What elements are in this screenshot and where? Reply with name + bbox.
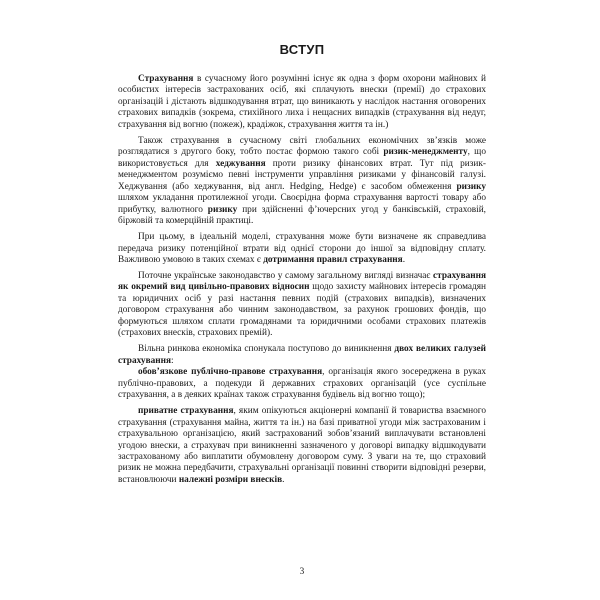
bold-term: належні розміри внесків (178, 474, 283, 485)
bold-term: ризик-менеджменту (383, 147, 468, 158)
page-number: 3 (299, 567, 305, 577)
body-text (118, 74, 486, 491)
bold-term: Страхування (138, 74, 194, 84)
text-run: Вільна ринкова економіка спонукала поступово до виникнення (138, 344, 395, 355)
text-run: , що використовується для (118, 147, 486, 169)
text-run: . (402, 254, 406, 265)
paragraph (118, 136, 486, 228)
paragraph (118, 232, 486, 266)
bold-term: хеджування (215, 158, 266, 169)
text-run: при здійсненні ф’ючерсних угод у банківській, страховій, біржовій та комерційній практиці. (118, 204, 487, 227)
paragraph (118, 367, 486, 401)
bold-term: ризику (207, 204, 238, 215)
text-run: , організація якого зосереджена в руках публічно-правових, а подекуди й державних страхових організацій (усе суспільне страхування, а в деяких країнах також страхування будівель від вогню тощо); (118, 367, 486, 401)
bold-term: приватне страхування (138, 406, 234, 417)
text-run: : (170, 355, 174, 366)
text-run: проти ризику фінансових втрат. Тут під ризик-менеджментом розуміємо певні інструменти управління ризиками у фінансовій галузі. Хеджування (або хеджування, від англ. Hedging, Hedge) є засобом обмеження (118, 158, 487, 192)
text-run: щодо захисту майнових інтересів громадян та юридичних осіб у разі настання певних подій (страхових випадків), визначених договором страхування або чинним законодавством, за рахунок грошових фондів, що формуються шляхом сплати громадянами та юридичними особами страхових платежів (страхових внесків, страхових премій). (118, 282, 487, 339)
text-run: . (282, 474, 285, 485)
text-run: При цьому, в ідеальній моделі, страхування може бути визначене як справедлива передача ризику потенційної втрати від однієї сторони до іншої за відповідну сплату. Важливою умовою в таких схемах є (118, 232, 486, 265)
paragraph (118, 74, 486, 131)
text-run: , яким опікуються акціонерні компанії й товариства взаємного страхування (страхування майна, життя та ін.) на базі приватної угоди між застрахованим і страхувальною організацією, який застрахований зобов’язаний виплачувати встановлені угодою внески, а страхувач при виникненні зазначеного у договорі випадку відшкодувати застрахованому або виплатити обумовлену договором суму. З уваги на те, що страховий ризик не можна передбачити, страхувальні організації повинні створити відповідні резерви, встановлюючи (118, 406, 486, 485)
paragraph (118, 344, 486, 367)
page-title: ВСТУП (279, 42, 325, 57)
document-page (118, 0, 486, 600)
text-run: в сучасному його розумінні існує як одна з форм охорони майнових й особистих інтересів застрахованих осіб, які сплачують внески (премії) до страхових організацій і дістають відшкодування втрат, що виникають у наслідок настання оговорених страхових випадків (зокрема, стихійного лиха і нещасних випадків (страхування від недуг, страхування від вогню (пожеж), крадіжок, страхування життя та ін.) (118, 74, 486, 130)
bold-term: страхування як окремий вид цивільно-правових відносин (118, 271, 486, 293)
paragraph (118, 271, 486, 340)
bold-term: ризику (456, 181, 486, 192)
text-run: шляхом укладання протилежної угоди. Своєрідна форма страхування вартості товару або прибутку, валютного (118, 193, 486, 215)
text-run: Також страхування в сучасному світі глобальних економічних зв’язків може розглядатися з другого боку, тобто постає формою такого собі (118, 135, 486, 158)
bold-term: обов’язкове публічно-правове страхування (138, 367, 323, 378)
paragraph (118, 406, 486, 486)
bold-term: дотримання правил страхування (263, 254, 403, 265)
bold-term: двох великих галузей страхування (118, 344, 487, 366)
text-run: Поточне українське законодавство у самому загальному вигляді визначає (138, 271, 434, 282)
